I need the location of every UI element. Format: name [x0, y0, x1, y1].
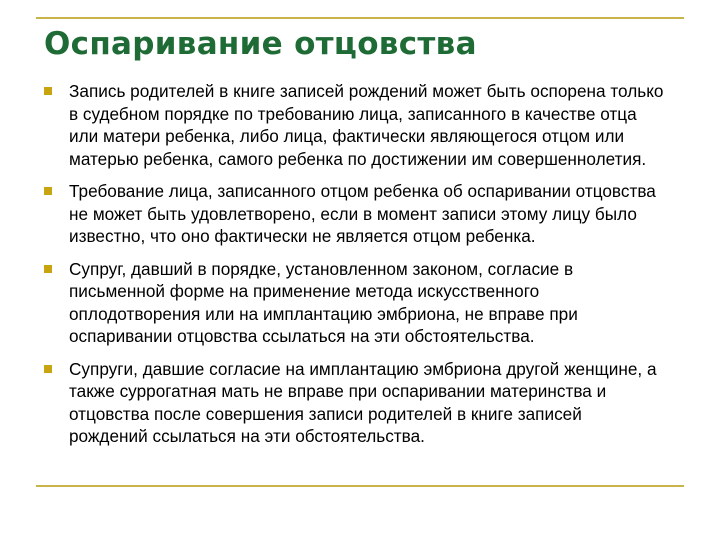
slide-title: Оспаривание отцовства	[44, 26, 477, 62]
square-bullet-icon	[44, 87, 52, 95]
bullet-item	[44, 258, 664, 348]
top-divider	[36, 17, 684, 19]
bullet-item	[44, 80, 664, 170]
bullet-text: Супруги, давшие согласие на имплантацию эмбриона другой женщине, а также суррогатная мать не вправе при оспаривании материнства и отцовства после совершения записи родителей в книге записей рождений ссылаться на эти обстоятельства.	[69, 358, 657, 446]
square-bullet-icon	[44, 265, 52, 273]
bullet-text: Запись родителей в книге записей рождений может быть оспорена только в судебном порядке по требованию лица, записанного в качестве отца или матери ребенка, либо лица, фактически являющегося отцом или матерью ребенка, самого ребенка по достижении им совершеннолетия.	[69, 81, 664, 169]
square-bullet-icon	[44, 187, 52, 195]
bullet-list	[44, 80, 664, 458]
bullet-item	[44, 358, 664, 448]
bottom-divider	[36, 485, 684, 487]
bullet-text: Супруг, давший в порядке, установленном законом, согласие в письменной форме на применение метода искусственного оплодотворения или на имплантацию эмбриона, не вправе при оспаривании отцовства ссылаться на эти обстоятельства.	[69, 258, 578, 346]
bullet-item	[44, 180, 664, 248]
square-bullet-icon	[44, 365, 52, 373]
bullet-text: Требование лица, записанного отцом ребенка об оспаривании отцовства не может быть удовлетворено, если в момент записи этому лицу было известно, что оно фактически не является отцом ребенка.	[69, 181, 656, 246]
